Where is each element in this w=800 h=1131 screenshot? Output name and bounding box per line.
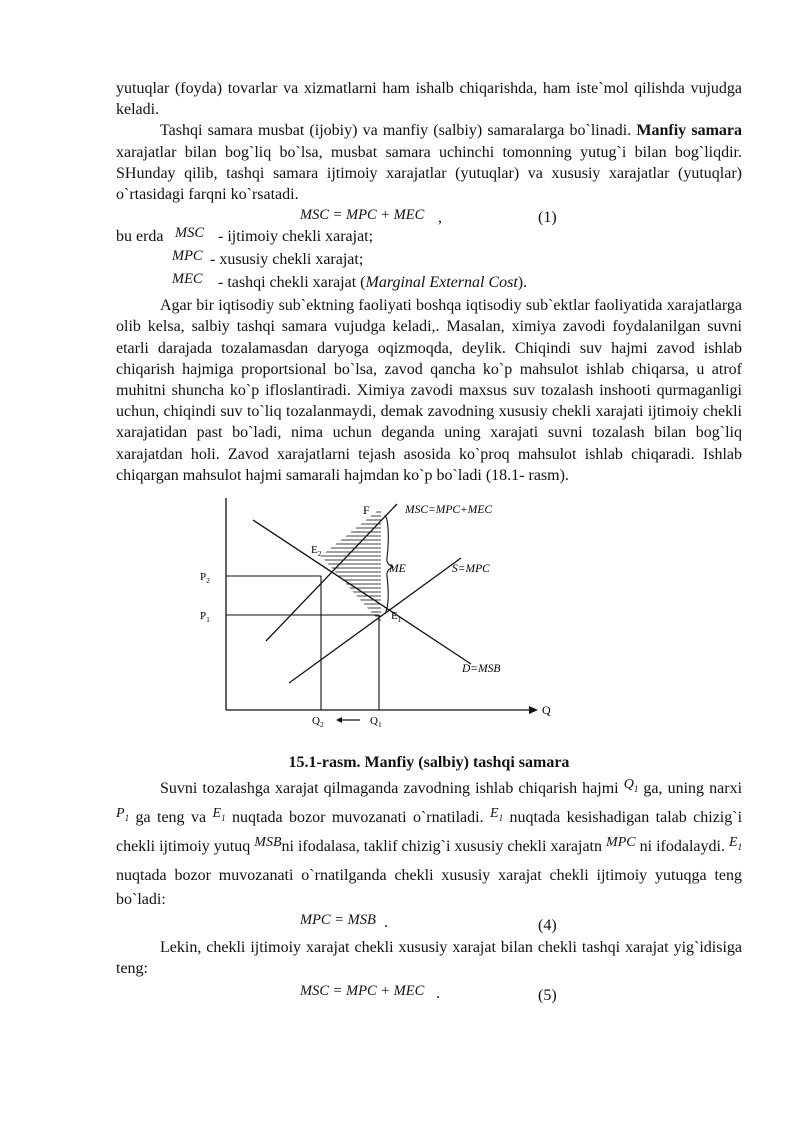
figure-caption: 15.1-rasm. Manfiy (salbiy) tashqi samara	[288, 754, 570, 772]
label-msc-curve: MSC=MPC+MEC	[405, 504, 493, 517]
label-q1: $Q_1$	[370, 715, 382, 730]
definitions-lead: bu erda	[116, 228, 164, 246]
economics-diagram	[186, 486, 656, 736]
definition-mpc-text: - xususiy chekli xarajat;	[210, 251, 364, 269]
paragraph-2	[116, 120, 742, 205]
label-p2: $P_2$	[200, 571, 210, 586]
paragraph-2-bold-term: Manfiy samara	[636, 122, 742, 140]
label-demand-curve: D=MSB	[462, 663, 501, 676]
definition-mpc-symbol: MPC	[172, 248, 203, 265]
x-axis-arrow	[529, 706, 538, 714]
symbol-e1: $E_1$	[212, 806, 226, 823]
paragraph-4: Suvni tozalashga xarajat qilmaganda zavodning ishlab chiqarish hajmi $Q_1$ ga, uning narxi $P_1$ ga teng va $E_1$ nuqtada bozor muvozanati o`rnatiladi. $E_1$ nuqtada kesishadigan talab chizig`i chekli ijtimoiy yutuq MSBni ifodalasa, taklif chizig`i xususiy chekli xarajatn MPC ni ifodalaydi. $E_1$ nuqtada bozor muvozanati o`rnatilganda chekli xususiy xarajat chekli ijtimoiy yutuqga teng bo`ladi:	[116, 777, 743, 908]
label-q-axis: Q	[542, 703, 551, 718]
symbol-msb: MSB	[254, 834, 282, 850]
definition-msc-symbol: MSC	[175, 225, 204, 242]
symbol-q1: $Q_1$	[623, 777, 639, 795]
label-f: F	[363, 503, 370, 518]
formula-4	[116, 912, 742, 933]
formula-1-expression: MSC = MPC + MEC	[300, 207, 425, 224]
paragraph-1: yutuqlar (foyda) tovarlar va xizmatlarni ham ishalb chiqarishda, ham iste`mol qilishda vujudga keladi.	[116, 80, 742, 119]
quantity-shift-arrowhead	[336, 717, 342, 723]
formula-4-expression: MPC = MSB	[300, 911, 376, 928]
definition-mec-text: - tashqi chekli xarajat (Marginal External Cost).	[218, 274, 528, 292]
label-q2: $Q_2$	[312, 715, 324, 730]
formula-5-number: (5)	[538, 987, 557, 1005]
symbol-mpc: MPC	[606, 834, 636, 850]
definition-msc	[116, 226, 742, 249]
formula-4-punct: .	[384, 913, 388, 931]
definition-mpc	[116, 249, 742, 272]
document-page	[116, 78, 743, 1005]
symbol-e1: $E_1$	[490, 806, 504, 823]
label-e2: $E_2$	[311, 544, 322, 559]
label-me: ME	[389, 563, 406, 576]
paragraph-3: Agar bir iqtisodiy sub`ektning faoliyati boshqa iqtisodiy sub`ektlar faoliyatida xarajatlarga olib kelsa, salbiy tashqi samara vujudga keladi,. Masalan, ximiya zavodi foydalanilgan suvni etarli darajada tozalamasdan daryoga oqizmoqda, deylik. Chiqindi suv hajmi zavod ishlab chiqarish hajmiga proportsional bo`lsa, zavod qancha ko`p mahsulot ishlab chiqarsa, u atrof muhitni shuncha ko`p ifloslantiradi. Ximiya zavodi maxsus suv tozalash inshooti qurmaganligi uchun, chiqindi suv to`liq tozalanmaydi, demak zavodning xususiy chekli xarajati ijtimoiy chekli xarajatidan past bo`ladi, nima uchun deganda uning xarajati suvni tozalash bilan bog`liq xarajatdan holi. Zavod xarajatlarni tejash asosida ko`proq mahsulot ishlab chiqaradi. Ishlab chiqargan mahsulot hajmi samarali hajmdan ko`p bo`ladi (18.1- rasm).	[116, 297, 742, 484]
formula-5-punct: .	[436, 985, 440, 1003]
formula-1	[116, 205, 742, 226]
paragraph-5: Lekin, chekli ijtimoiy xarajat chekli xususiy xarajat bilan chekli tashqi xarajat yig`idisiga teng:	[116, 938, 742, 977]
formula-5-expression: MSC = MPC + MEC	[300, 983, 425, 1000]
paragraph-2-rest: xarajatlar bilan bog`liq bo`lsa, musbat samara uchinchi tomonning yutug`i bilan bog`liqdir. SHunday qilib, tashqi samara ijtimoiy xarajatlar (yutuqlar) va xususiy xarajatlar (yutuqlar) o`rtasidagi farqni ko`rsatadi.	[116, 143, 742, 204]
symbol-p1: $P_1$	[116, 806, 130, 823]
external-cost-hatch	[321, 506, 383, 626]
definitions	[116, 226, 742, 295]
formula-1-number: (1)	[538, 209, 557, 227]
label-supply-curve: S=MPC	[452, 563, 490, 576]
definition-mec-symbol: MEC	[172, 271, 203, 288]
formula-1-punct: ,	[438, 209, 442, 227]
symbol-e1: $E_1$	[729, 834, 743, 852]
label-p1: $P_1$	[200, 610, 210, 625]
figure-negative-externality	[116, 486, 742, 746]
definition-msc-text: - ijtimoiy chekli xarajat;	[218, 228, 374, 246]
label-e1: $E_1$	[391, 610, 402, 625]
definition-mec	[116, 272, 742, 295]
formula-4-number: (4)	[538, 916, 557, 934]
formula-5	[116, 981, 742, 1005]
paragraph-2-intro: Tashqi samara musbat (ijobiy) va manfiy (salbiy) samaralarga bo`linadi.	[160, 122, 637, 140]
